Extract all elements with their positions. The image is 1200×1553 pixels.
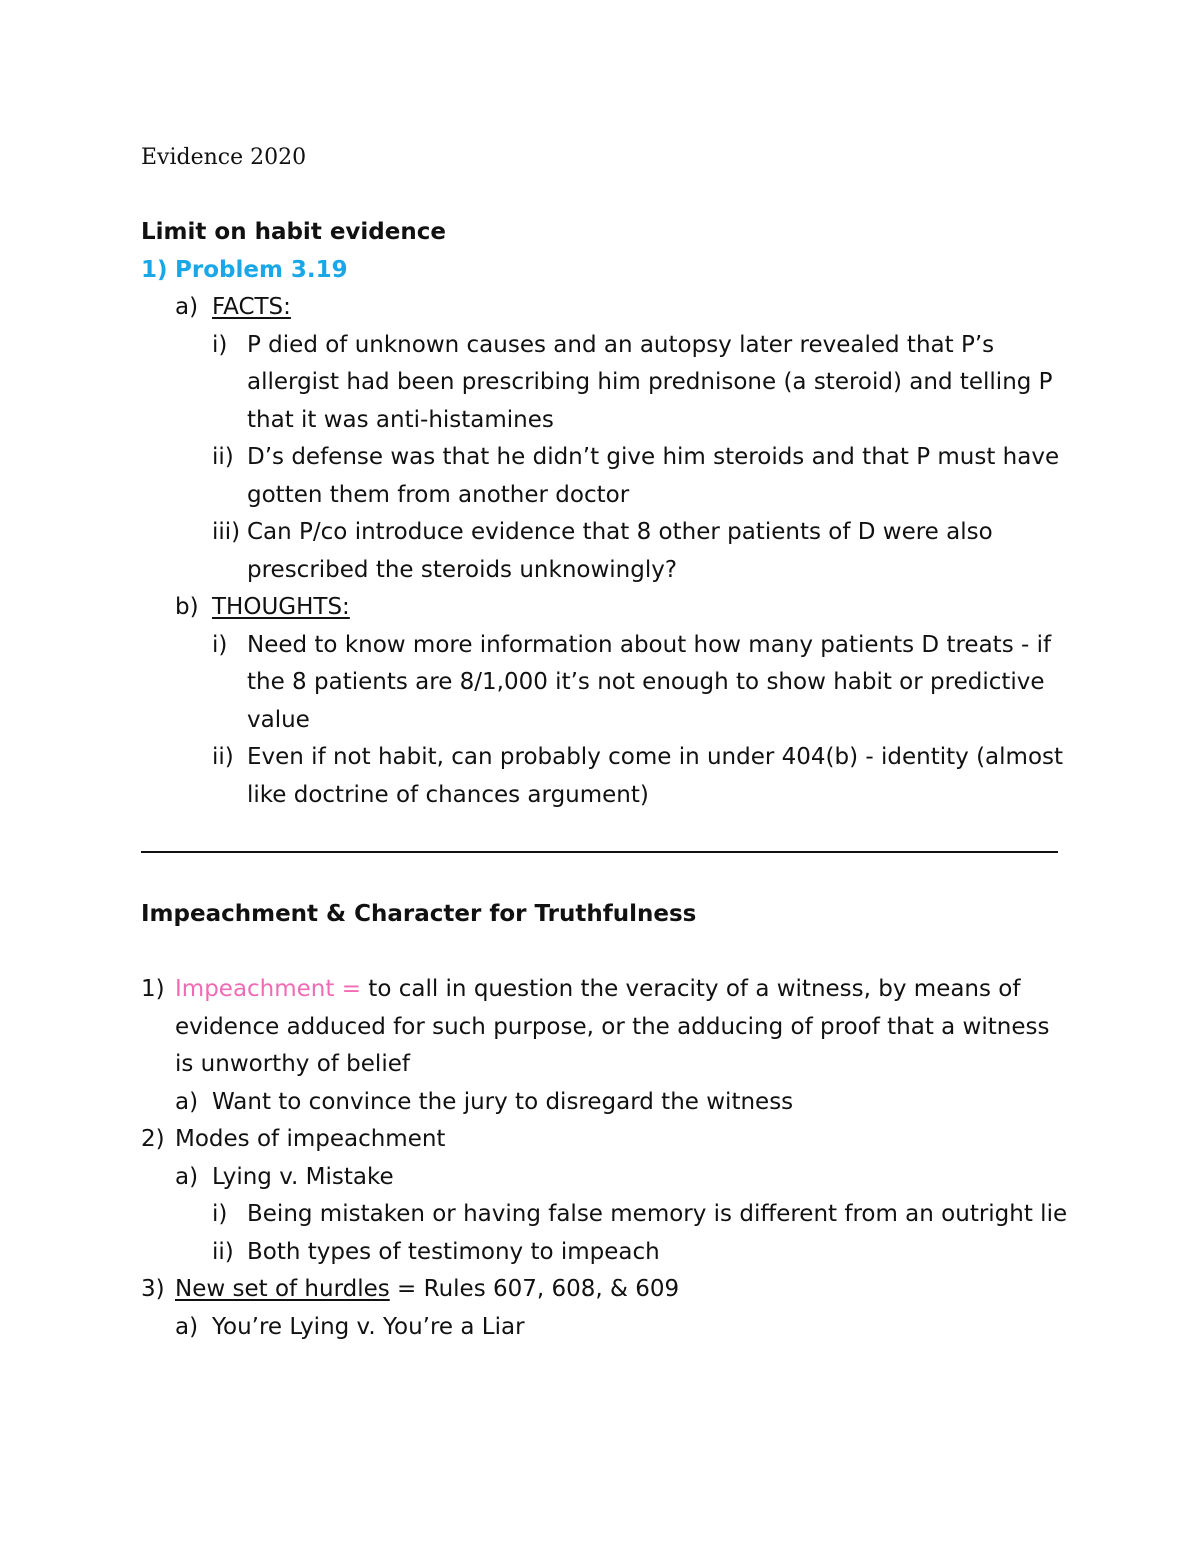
list-item-text: Need to know more information about how many patients D treats - if the 8 patients are 8/1,000 it’s not enough to show habit or predictive value [247,631,1052,733]
list-marker: a) [175,1163,199,1190]
spacer [141,934,1071,972]
list-marker: 3) [141,1276,165,1302]
thoughts-label: THOUGHTS: [212,594,350,620]
hurdles-item [141,1271,1071,1309]
list-item-text: Can P/co introduce evidence that 8 other patients of D were also prescribed the steroids unknowingly? [247,519,993,583]
list-marker: b) [175,594,199,620]
list-item [141,439,1071,514]
list-marker: iii) [212,519,241,545]
section-heading-habit: Limit on habit evidence [141,219,446,245]
list-item-text: Lying v. Mistake [212,1163,394,1190]
list-item [141,1234,1071,1272]
section-divider [141,851,1058,853]
list-marker: ii) [212,444,234,470]
modes-item [141,1121,1071,1159]
list-item-text: Even if not habit, can probably come in under 404(b) - identity (almost like doctrine of chances argument) [247,744,1064,808]
impeachment-term: Impeachment = [175,976,361,1002]
thoughts-item [141,589,1071,627]
facts-item [141,289,1071,327]
habit-evidence-section [141,214,1071,814]
list-marker: ii) [212,1238,234,1265]
list-marker: ii) [212,744,234,770]
list-marker: a) [175,1088,199,1115]
hurdles-label: New set of hurdles [175,1276,390,1302]
hurdles-rules: = Rules 607, 608, & 609 [389,1276,680,1302]
problem-item [141,252,1071,290]
list-item [141,1159,1071,1197]
list-marker: i) [212,631,228,658]
list-item [141,1196,1071,1234]
list-marker: a) [175,294,199,320]
impeachment-definition-item [141,971,1071,1084]
list-item-text: Want to convince the jury to disregard the witness [212,1088,794,1115]
list-item-text: D’s defense was that he didn’t give him steroids and that P must have gotten them from another doctor [247,444,1060,508]
list-item [141,327,1071,440]
document-title: Evidence 2020 [141,145,307,170]
impeachment-definition: to call in question the veracity of a witness, by means of evidence adduced for such purpose, or the adducing of proof that a witness is unworthy of belief [175,976,1050,1077]
list-item-text: Both types of testimony to impeach [247,1238,660,1265]
list-item [141,627,1071,740]
list-item-text: Being mistaken or having false memory is different from an outright lie [247,1201,1068,1227]
list-item-text: Modes of impeachment [175,1126,446,1152]
list-item [141,514,1071,589]
list-marker: a) [175,1313,199,1340]
list-item-text: P died of unknown causes and an autopsy later revealed that P’s allergist had been prescribing him prednisone (a steroid) and telling P that it was anti-histamines [247,331,1053,433]
list-marker: i) [212,1201,228,1227]
list-item [141,1084,1071,1122]
list-marker: 1) [141,976,165,1002]
impeachment-section [141,896,1071,1346]
list-marker: i) [212,331,228,358]
problem-label: Problem 3.19 [175,256,348,283]
list-item-text: You’re Lying v. You’re a Liar [212,1313,525,1340]
section-heading-impeachment: Impeachment & Character for Truthfulness [141,901,697,927]
list-item [141,739,1071,814]
list-marker: 1) [141,256,168,283]
facts-label: FACTS: [212,294,291,320]
list-marker: 2) [141,1126,165,1152]
list-item [141,1309,1071,1347]
